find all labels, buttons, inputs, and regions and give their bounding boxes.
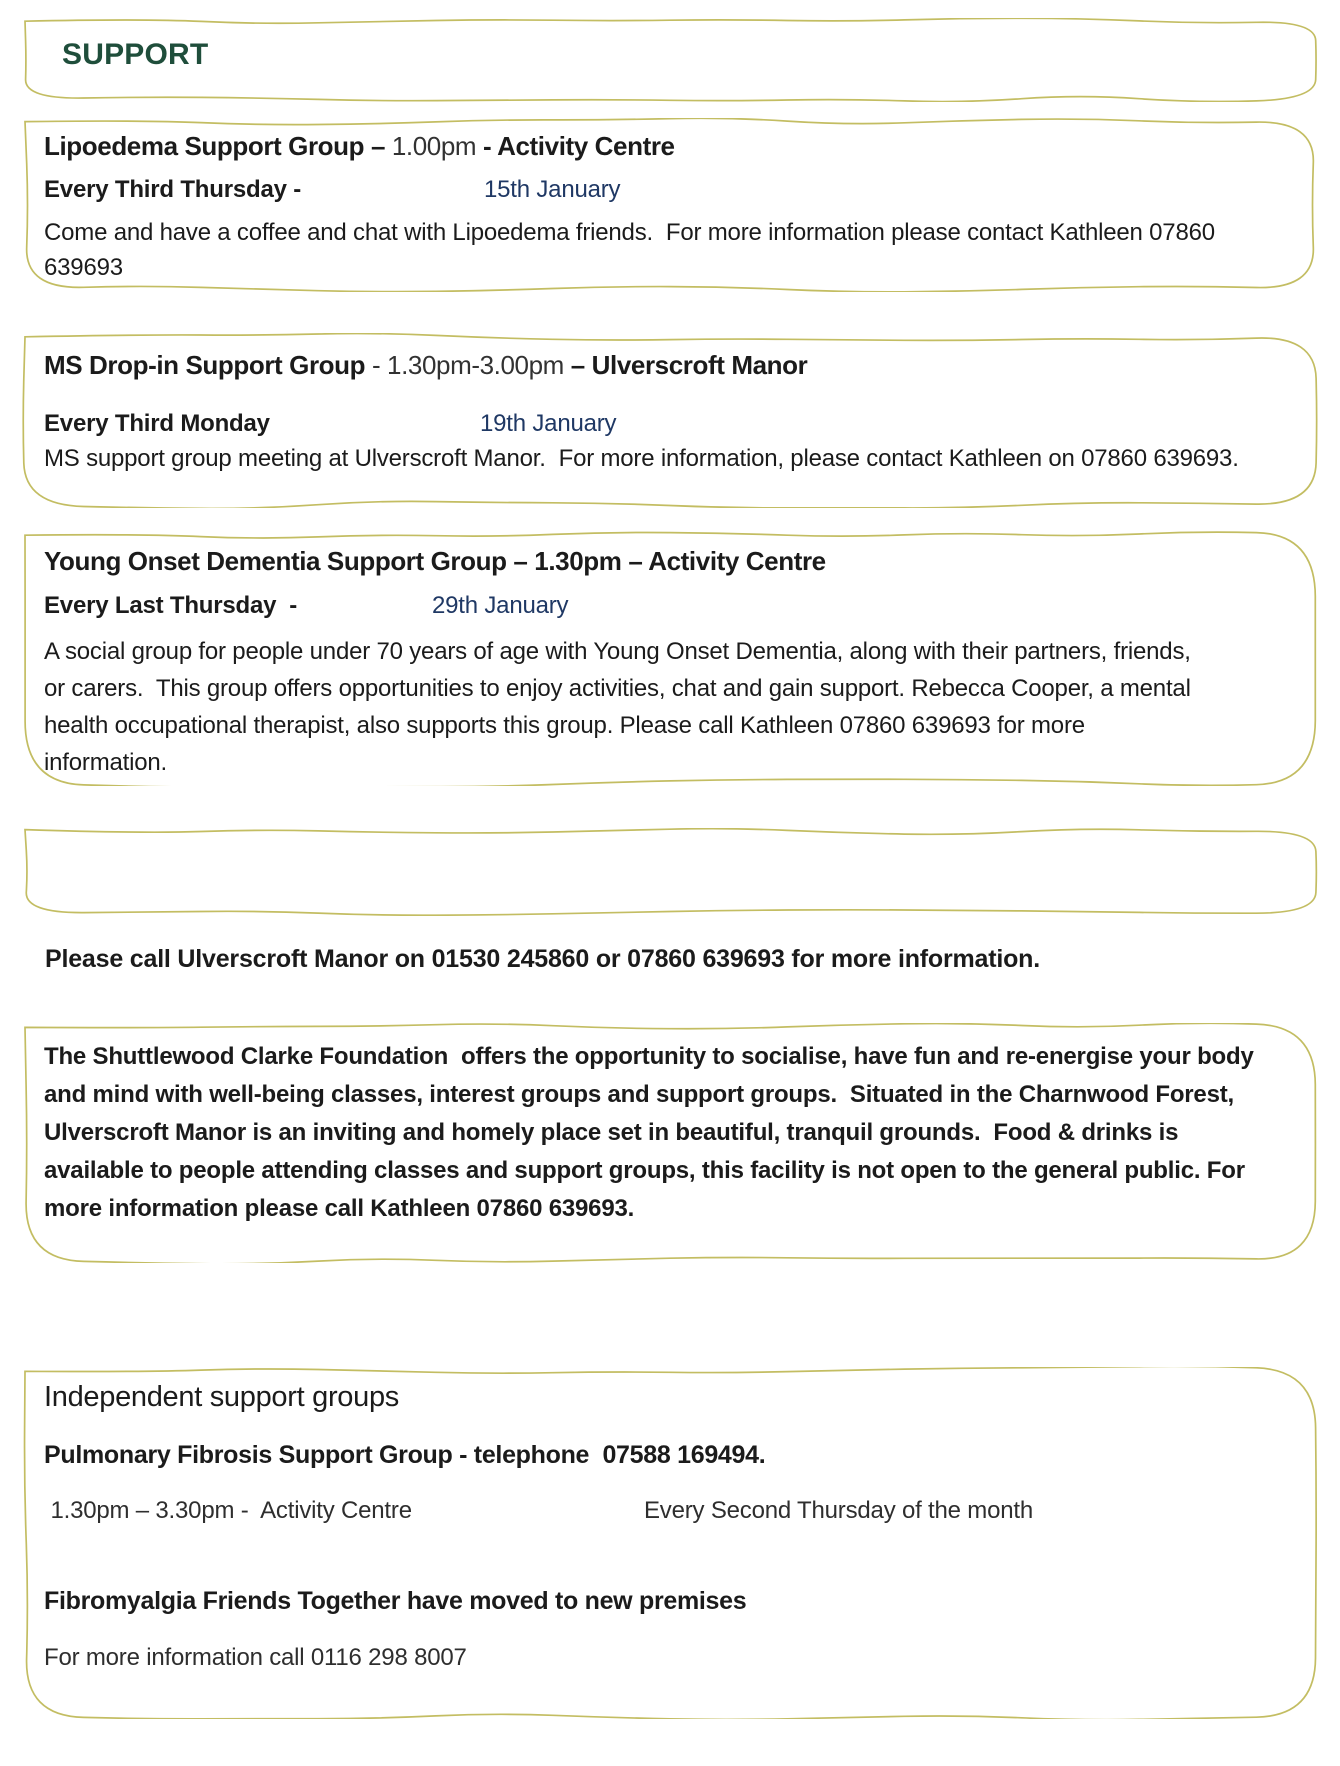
group-title-bold: MS Drop-in Support Group [44,350,372,380]
group-title-bold: Lipoedema Support Group – [44,131,392,161]
pulmonary-fibrosis-title: Pulmonary Fibrosis Support Group - telephone 07588 169494. [44,1441,766,1469]
group-schedule-row [44,176,1288,204]
pulmonary-fibrosis-time: 1.30pm – 3.30pm - Activity Centre [44,1497,412,1524]
fibromyalgia-title: Fibromyalgia Friends Together have moved to new premises [44,1587,747,1615]
group-title-time: - 1.30pm-3.00pm [371,350,571,380]
group-schedule: Every Third Thursday - [44,176,308,203]
group-schedule: Every Last Thursday - [44,592,298,619]
lipoedema-group-box [22,118,1318,292]
group-title [44,333,1288,381]
group-title-bold: Young Onset Dementia Support Group – 1.30pm – Activity Centre [44,546,826,576]
group-date: 19th January [480,410,617,437]
group-schedule: Every Third Monday [44,410,270,437]
group-title-location: – Ulverscroft Manor [570,350,808,380]
group-date: 15th January [484,176,621,203]
page-title: SUPPORT [62,38,209,71]
group-schedule-row [44,592,1288,620]
ms-dropin-group-box [22,333,1318,508]
group-date: 29th January [432,592,569,619]
group-description: A social group for people under 70 years of age with Young Onset Dementia, along with their partners, friends, or carers. This group offers opportunities to enjoy activities, chat and gain support. Rebecca Cooper, a mental health occupational therapist, also supports this group. Please call Kathleen 07860 639693 for more information. [44,638,1198,776]
pulmonary-fibrosis-schedule: Every Second Thursday of the month [644,1497,1033,1524]
group-title-location: - Activity Centre [483,131,675,161]
young-onset-dementia-group-box [22,531,1318,786]
foundation-paragraph: The Shuttlewood Clarke Foundation offers the opportunity to socialise, have fun and re-energise your body and mind with well-being classes, interest groups and support groups. Situated in the Charnwood Forest, Ulverscroft Manor is an inviting and homely place set in beautiful, tranquil grounds. Food & drinks is available to people attending classes and support groups, this facility is not open to the general public. For more information please call Kathleen 07860 639693. [44,1043,1261,1222]
group-title-time: 1.00pm [391,131,483,161]
independent-groups-title: Independent support groups [44,1381,399,1413]
contact-line: Please call Ulverscroft Manor on 01530 245860 or 07860 639693 for more information. [45,945,1040,973]
foundation-info-box [22,1023,1318,1263]
group-title [44,531,1288,577]
pulmonary-fibrosis-schedule-row [44,1497,1288,1525]
group-schedule-row [44,410,1288,438]
support-header-box [22,18,1318,102]
group-description: Come and have a coffee and chat with Lipoedema friends. For more information please contact Kathleen 07860 639693 [44,219,1222,281]
wavy-border [22,828,1318,916]
group-title [44,118,1288,162]
empty-box [22,828,1318,916]
fibromyalgia-info: For more information call 0116 298 8007 [44,1644,467,1671]
group-description: MS support group meeting at Ulverscroft Manor. For more information, please contact Kathleen on 07860 639693. [44,445,1239,472]
independent-groups-box [22,1367,1318,1719]
